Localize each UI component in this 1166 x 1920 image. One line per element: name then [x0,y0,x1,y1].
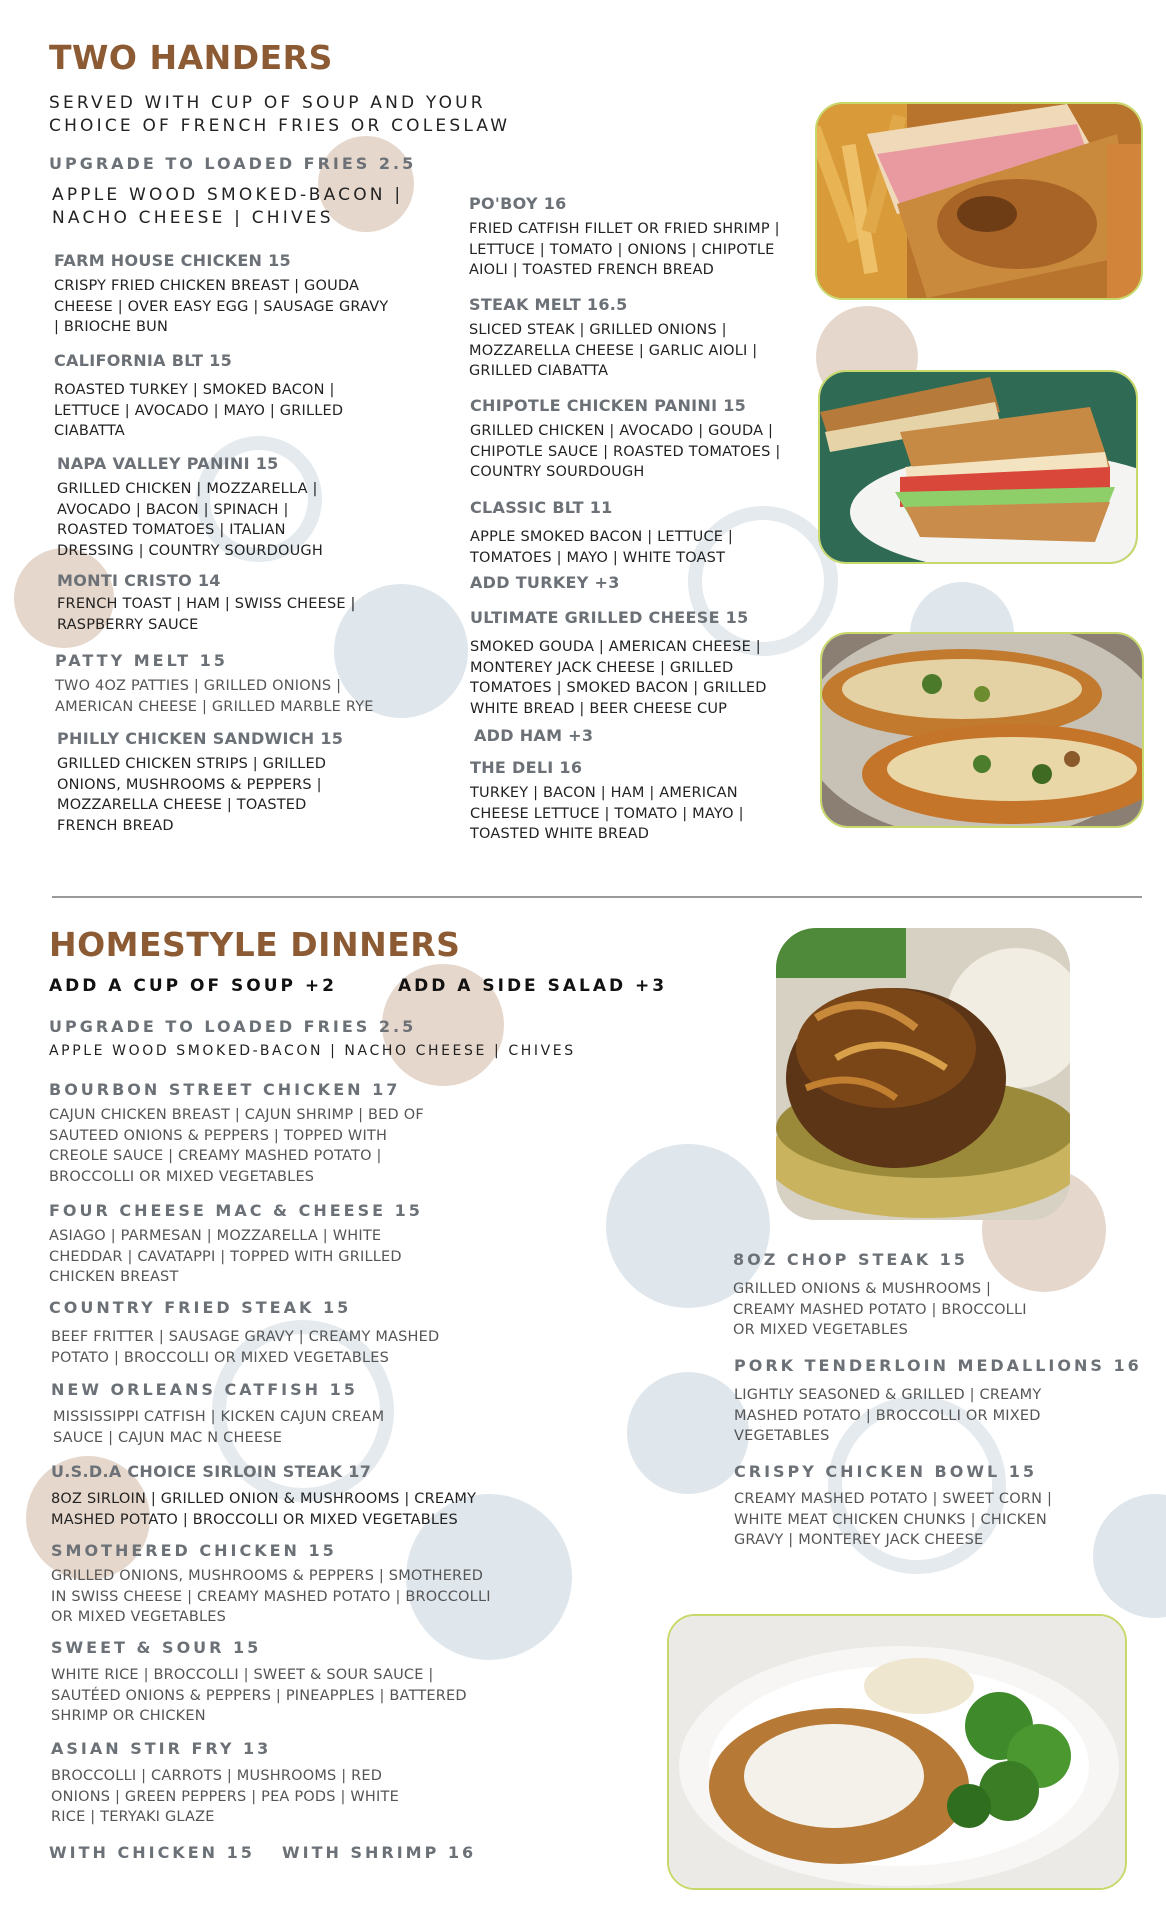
menu-item [733,1250,1053,1341]
item-name: PHILLY CHICKEN SANDWICH 15 [57,729,344,748]
item-name: FOUR CHEESE MAC & CHEESE 15 [49,1201,423,1220]
item-description: WHITE RICE | BROCCOLLI | SWEET & SOUR SAUCE | SAUTÉED ONIONS & PEPPERS | PINEAPPLES | BATTERED SHRIMP OR CHICKEN [51,1667,467,1724]
item-description: CAJUN CHICKEN BREAST | CAJUN SHRIMP | BED OF SAUTEED ONIONS & PEPPERS | TOPPED WITH CREOLE SAUCE | CREAMY MASHED POTATO | BROCCOLLI OR MIXED VEGETABLES [49,1107,424,1185]
item-name: PORK TENDERLOIN MEDALLIONS 16 [734,1356,1142,1375]
upgrade-desc-line: APPLE WOOD SMOKED-BACON | [52,185,404,205]
item-name: U.S.D.A CHOICE SIRLOIN STEAK 17 [51,1462,372,1481]
item-description: CRISPY FRIED CHICKEN BREAST | GOUDA CHEESE | OVER EASY EGG | SAUSAGE GRAVY | BRIOCHE BUN [54,278,389,335]
menu-item [54,351,364,442]
sandwich-image [822,634,1142,826]
steak-image [776,928,1070,1220]
menu-item [469,295,799,382]
upgrade-loaded-fries: UPGRADE TO LOADED FRIES 2.5 [49,1017,417,1036]
item-description: LIGHTLY SEASONED & GRILLED | CREAMY MASHED POTATO | BROCCOLLI OR MIXED VEGETABLES [734,1387,1042,1444]
photo-blt [818,370,1138,564]
item-description: GRILLED ONIONS, MUSHROOMS & PEPPERS | SMOTHERED IN SWISS CHEESE | CREAMY MASHED POTATO | BROCCOLLI OR MIXED VEGETABLES [51,1568,491,1625]
item-description: TWO 4OZ PATTIES | GRILLED ONIONS | AMERICAN CHEESE | GRILLED MARBLE RYE [55,678,374,715]
with-shrimp: WITH SHRIMP 16 [282,1843,477,1862]
item-name: FARM HOUSE CHICKEN 15 [54,251,291,270]
menu-item [51,1380,431,1448]
menu-item [51,1739,421,1828]
photo-chop-steak [776,928,1070,1220]
item-name: THE DELI 16 [470,758,583,777]
item-description: ROASTED TURKEY | SMOKED BACON | LETTUCE | AVOCADO | MAYO | GRILLED CIABATTA [54,382,344,439]
item-name: 8OZ CHOP STEAK 15 [733,1250,968,1269]
menu-item [470,498,760,568]
item-description: FRIED CATFISH FILLET OR FRIED SHRIMP | LETTUCE | TOMATO | ONIONS | CHIPOTLE AIOLI | TOASTED FRENCH BREAD [469,221,780,278]
menu-item [57,454,357,561]
item-name: NAPA VALLEY PANINI 15 [57,454,279,473]
item-name: ULTIMATE GRILLED CHEESE 15 [470,608,749,627]
upgrade-loaded-fries: UPGRADE TO LOADED FRIES 2.5 [49,154,417,173]
item-description: GRILLED CHICKEN STRIPS | GRILLED ONIONS, MUSHROOMS & PEPPERS | MOZZARELLA CHEESE | TOASTED FRENCH BREAD [57,756,327,834]
menu-item [57,729,357,836]
item-name: NEW ORLEANS CATFISH 15 [51,1380,358,1399]
country-fried-steak-image [669,1616,1125,1888]
menu-item [734,1356,1142,1447]
item-name: CHIPOTLE CHICKEN PANINI 15 [470,396,747,415]
sandwich-image [817,104,1141,298]
item-name: SWEET & SOUR 15 [51,1638,262,1657]
upgrade-description [52,184,403,230]
item-description: CREAMY MASHED POTATO | SWEET CORN | WHITE MEAT CHICKEN CHUNKS | CHICKEN GRAVY | MONTEREY JACK CHEESE [734,1491,1053,1548]
with-chicken: WITH CHICKEN 15 [49,1843,255,1862]
item-description: TURKEY | BACON | HAM | AMERICAN CHEESE LETTUCE | TOMATO | MAYO | TOASTED WHITE BREAD [470,785,744,842]
photo-monte-cristo [815,102,1143,300]
item-description: SMOKED GOUDA | AMERICAN CHEESE | MONTEREY JACK CHEESE | GRILLED TOMATOES | SMOKED BACON | GRILLED WHITE BREAD | BEER CHEESE CUP [470,639,767,717]
section-title-two-handers: TWO HANDERS [49,38,333,77]
item-name: SMOTHERED CHICKEN 15 [51,1541,337,1560]
add-salad: ADD A SIDE SALAD +3 [398,976,668,996]
item-description: BEEF FRITTER | SAUSAGE GRAVY | CREAMY MASHED POTATO | BROCCOLLI OR MIXED VEGETABLES [51,1329,440,1366]
menu-item [49,1201,423,1288]
item-description: APPLE SMOKED BACON | LETTUCE | TOMATOES | MAYO | WHITE TOAST [470,529,734,566]
item-name: STEAK MELT 16.5 [469,295,628,314]
item-description: GRILLED CHICKEN | AVOCADO | GOUDA | CHIPOTLE SAUCE | ROASTED TOMATOES | COUNTRY SOURDOUGH [470,423,781,480]
item-name: PO'BOY 16 [469,194,567,213]
subtitle-line: CHOICE OF FRENCH FRIES OR COLESLAW [49,116,511,136]
menu-item [734,1462,1084,1551]
decor-circle [1093,1494,1166,1618]
item-name: CALIFORNIA BLT 15 [54,351,233,370]
item-name: CLASSIC BLT 11 [470,498,613,517]
add-ham: ADD HAM +3 [474,726,594,745]
item-description: SLICED STEAK | GRILLED ONIONS | MOZZARELLA CHEESE | GARLIC AIOLI | GRILLED CIABATTA [469,322,758,379]
item-description: GRILLED CHICKEN | MOZZARELLA | AVOCADO | BACON | SPINACH | ROASTED TOMATOES | ITALIAN DRESSING | COUNTRY SOURDOUGH [57,481,323,559]
menu-item [51,1541,491,1628]
item-name: MONTI CRISTO 14 [57,571,221,590]
menu-item [470,608,795,719]
sandwich-image [820,372,1136,562]
subtitle-line: SERVED WITH CUP OF SOUP AND YOUR [49,93,486,113]
decor-circle [627,1372,749,1494]
menu-item [49,1298,469,1368]
menu-item [470,396,810,483]
menu-item [55,651,405,717]
item-name: COUNTRY FRIED STEAK 15 [49,1298,352,1317]
section-subtitle [49,92,510,138]
menu-item [49,1080,429,1187]
menu-item [54,251,394,338]
item-name: BOURBON STREET CHICKEN 17 [49,1080,401,1099]
upgrade-description: APPLE WOOD SMOKED-BACON | NACHO CHEESE | CHIVES [49,1043,576,1059]
photo-country-fried-steak [667,1614,1127,1890]
item-name: PATTY MELT 15 [55,651,228,670]
item-description: ASIAGO | PARMESAN | MOZZARELLA | WHITE CHEDDAR | CAVATAPPI | TOPPED WITH GRILLED CHICKEN BREAST [49,1228,402,1285]
menu-item [469,194,809,281]
item-description: GRILLED ONIONS & MUSHROOMS | CREAMY MASHED POTATO | BROCCOLLI OR MIXED VEGETABLES [733,1281,1027,1338]
section-title-homestyle: HOMESTYLE DINNERS [49,925,461,964]
menu-item [57,571,387,635]
menu-item [51,1638,471,1727]
item-name: CRISPY CHICKEN BOWL 15 [734,1462,1038,1481]
item-description: BROCCOLLI | CARROTS | MUSHROOMS | RED ONIONS | GREEN PEPPERS | PEA PODS | WHITE RICE | TERYAKI GLAZE [51,1768,399,1825]
section-divider [52,896,1142,898]
add-turkey: ADD TURKEY +3 [470,573,620,592]
add-soup: ADD A CUP OF SOUP +2 [49,976,337,996]
item-description: FRENCH TOAST | HAM | SWISS CHEESE | RASPBERRY SAUCE [57,596,356,633]
menu-item [470,758,770,845]
item-description: MISSISSIPPI CATFISH | KICKEN CAJUN CREAM SAUCE | CAJUN MAC N CHEESE [53,1409,385,1446]
item-description: 8OZ SIRLOIN | GRILLED ONION & MUSHROOMS | CREAMY MASHED POTATO | BROCCOLLI OR MIXED VEGETABLES [51,1491,477,1528]
item-name: ASIAN STIR FRY 13 [51,1739,272,1758]
photo-philly [820,632,1144,828]
menu-item [51,1462,521,1530]
upgrade-desc-line: NACHO CHEESE | CHIVES [52,208,334,228]
